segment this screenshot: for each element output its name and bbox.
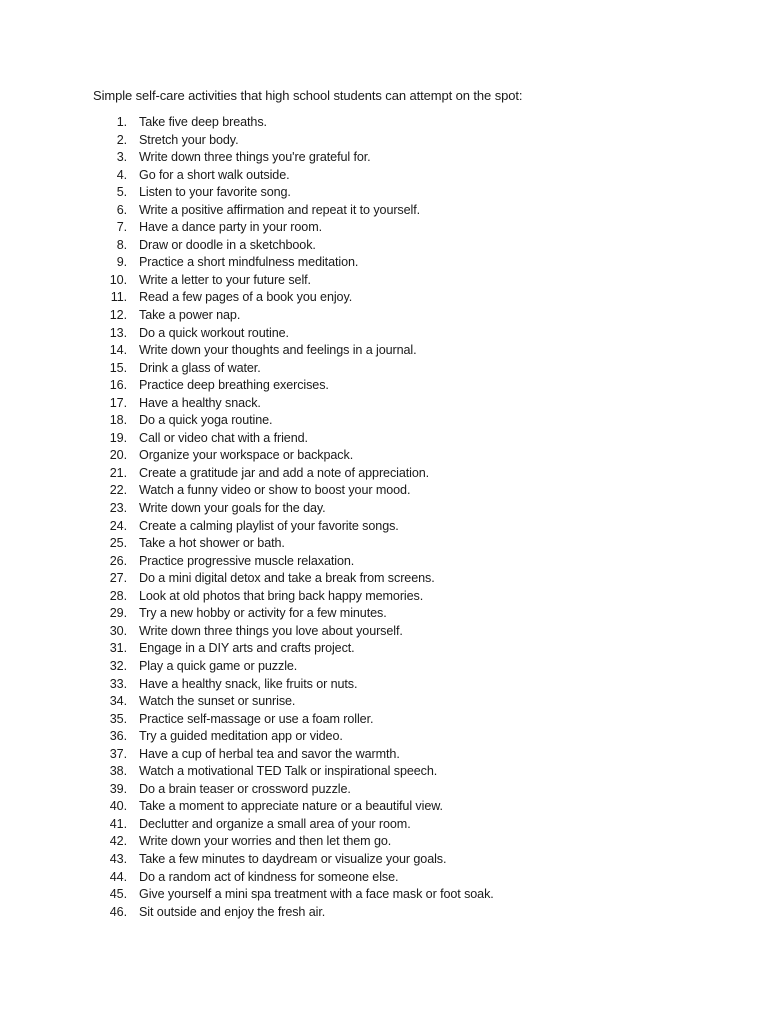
list-item-text: Write down your goals for the day.	[139, 501, 326, 516]
list-item-number: 40.	[109, 799, 127, 814]
list-item-text: Write down three things you're grateful for.	[139, 150, 371, 165]
list-item-text: Look at old photos that bring back happy memories.	[139, 588, 424, 603]
list-item-text: Have a healthy snack, like fruits or nuts.	[139, 676, 358, 691]
list-item-text: Sit outside and enjoy the fresh air.	[139, 904, 326, 919]
list-item-text: Play a quick game or puzzle.	[139, 658, 298, 673]
list-item-number: 34.	[109, 694, 127, 709]
list-item-number: 22.	[109, 483, 127, 498]
list-item-number: 20.	[109, 448, 127, 463]
list-item-text: Stretch your body.	[139, 132, 239, 147]
list-item-text: Create a gratitude jar and add a note of appreciation.	[139, 465, 430, 480]
list-item-text: Practice a short mindfulness meditation.	[139, 255, 359, 270]
list-item-number: 8.	[116, 237, 127, 252]
list-item-number: 32.	[109, 658, 127, 673]
list-item-number: 1.	[116, 115, 127, 129]
list-item-number: 13.	[109, 325, 127, 340]
list-item-text: Practice deep breathing exercises.	[139, 378, 329, 393]
list-item-number: 14.	[109, 343, 127, 358]
document-title: Simple self-care activities that high school students can attempt on the spot:	[93, 88, 523, 103]
list-item-text: Have a dance party in your room.	[139, 220, 323, 235]
list-item-number: 39.	[109, 781, 127, 796]
list-item-text: Do a quick workout routine.	[139, 325, 289, 340]
list-item-text: Watch a funny video or show to boost your mood.	[139, 483, 411, 498]
list-item-text: Have a cup of herbal tea and savor the warmth.	[139, 746, 400, 761]
list-item-number: 36.	[109, 729, 127, 744]
list-item-number: 46.	[109, 904, 127, 919]
list-item-number: 4.	[116, 167, 127, 182]
list-item-text: Do a brain teaser or crossword puzzle.	[139, 781, 351, 796]
list-item-number: 28.	[109, 588, 127, 603]
list-item-text: Try a guided meditation app or video.	[139, 729, 343, 744]
list-item-text: Take a hot shower or bath.	[139, 536, 285, 551]
list-item-text: Go for a short walk outside.	[139, 167, 290, 182]
list-item-text: Take a moment to appreciate nature or a beautiful view.	[139, 799, 443, 814]
list-item-number: 30.	[109, 623, 127, 638]
list-item-text: Give yourself a mini spa treatment with a face mask or foot soak.	[139, 887, 494, 902]
list-item-text: Listen to your favorite song.	[139, 185, 291, 200]
list-item-number: 37.	[109, 746, 127, 761]
list-item-number: 23.	[109, 501, 127, 516]
list-item-number: 35.	[109, 711, 127, 726]
list-item-number: 26.	[109, 553, 127, 568]
list-item-number: 25.	[109, 536, 127, 551]
list-item-number: 45.	[109, 887, 127, 902]
list-item-text: Do a random act of kindness for someone else.	[139, 869, 399, 884]
list-item-text: Write a letter to your future self.	[139, 272, 311, 287]
list-item-number: 38.	[109, 764, 127, 779]
list-item-number: 9.	[116, 255, 127, 270]
list-item-text: Read a few pages of a book you enjoy.	[139, 290, 353, 305]
list-item-number: 19.	[109, 430, 127, 445]
list-item-number: 27.	[109, 571, 127, 586]
list-item-text: Write down three things you love about yourself.	[139, 623, 403, 638]
list-item-text: Take a few minutes to daydream or visualize your goals.	[139, 851, 447, 866]
list-item-text: Declutter and organize a small area of your room.	[139, 816, 411, 831]
list-item-text: Do a mini digital detox and take a break from screens.	[139, 571, 435, 586]
list-item-text: Write down your worries and then let them go.	[139, 834, 392, 849]
list-item-number: 44.	[109, 869, 127, 884]
list-item-text: Drink a glass of water.	[139, 360, 261, 375]
list-item-number: 5.	[116, 185, 127, 200]
list-item-text: Have a healthy snack.	[139, 395, 261, 410]
list-item-number: 33.	[109, 676, 127, 691]
list-item-text: Do a quick yoga routine.	[139, 413, 273, 428]
list-item-number: 42.	[109, 834, 127, 849]
list-item-number: 11.	[110, 290, 127, 305]
list-item-text: Write a positive affirmation and repeat it to yourself.	[139, 202, 421, 217]
list-item-number: 10.	[109, 272, 127, 287]
list-item-text: Create a calming playlist of your favorite songs.	[139, 518, 399, 533]
list-item-number: 21.	[109, 465, 127, 480]
list-item-number: 3.	[116, 150, 127, 165]
list-item-number: 18.	[109, 413, 127, 428]
list-item-text: Practice progressive muscle relaxation.	[139, 553, 355, 568]
list-item-text: Practice self-massage or use a foam roller.	[139, 711, 374, 726]
list-item-number: 31.	[109, 641, 127, 656]
list-item-text: Draw or doodle in a sketchbook.	[139, 237, 316, 252]
list-item-number: 15.	[109, 360, 127, 375]
list-item-number: 24.	[109, 518, 127, 533]
list-item-number: 29.	[109, 606, 127, 621]
list-item-number: 2.	[116, 132, 127, 147]
list-item-text: Take a power nap.	[139, 308, 241, 323]
list-item-text: Take five deep breaths.	[139, 115, 267, 129]
list-item-number: 6.	[116, 202, 127, 217]
list-item-text: Watch the sunset or sunrise.	[139, 694, 296, 709]
list-item-number: 43.	[109, 851, 127, 866]
list-item-text: Watch a motivational TED Talk or inspirational speech.	[139, 764, 438, 779]
list-item-number: 12.	[109, 308, 127, 323]
list-item-text: Write down your thoughts and feelings in a journal.	[139, 343, 417, 358]
list-item-text: Organize your workspace or backpack.	[139, 448, 354, 463]
list-item-text: Engage in a DIY arts and crafts project.	[139, 641, 355, 656]
list-item-number: 41.	[109, 816, 127, 831]
list-item-number: 16.	[109, 378, 127, 393]
list-item-number: 7.	[116, 220, 127, 235]
list-item-text: Try a new hobby or activity for a few minutes.	[139, 606, 387, 621]
list-item-number: 17.	[109, 395, 127, 410]
list-item-text: Call or video chat with a friend.	[139, 430, 308, 445]
